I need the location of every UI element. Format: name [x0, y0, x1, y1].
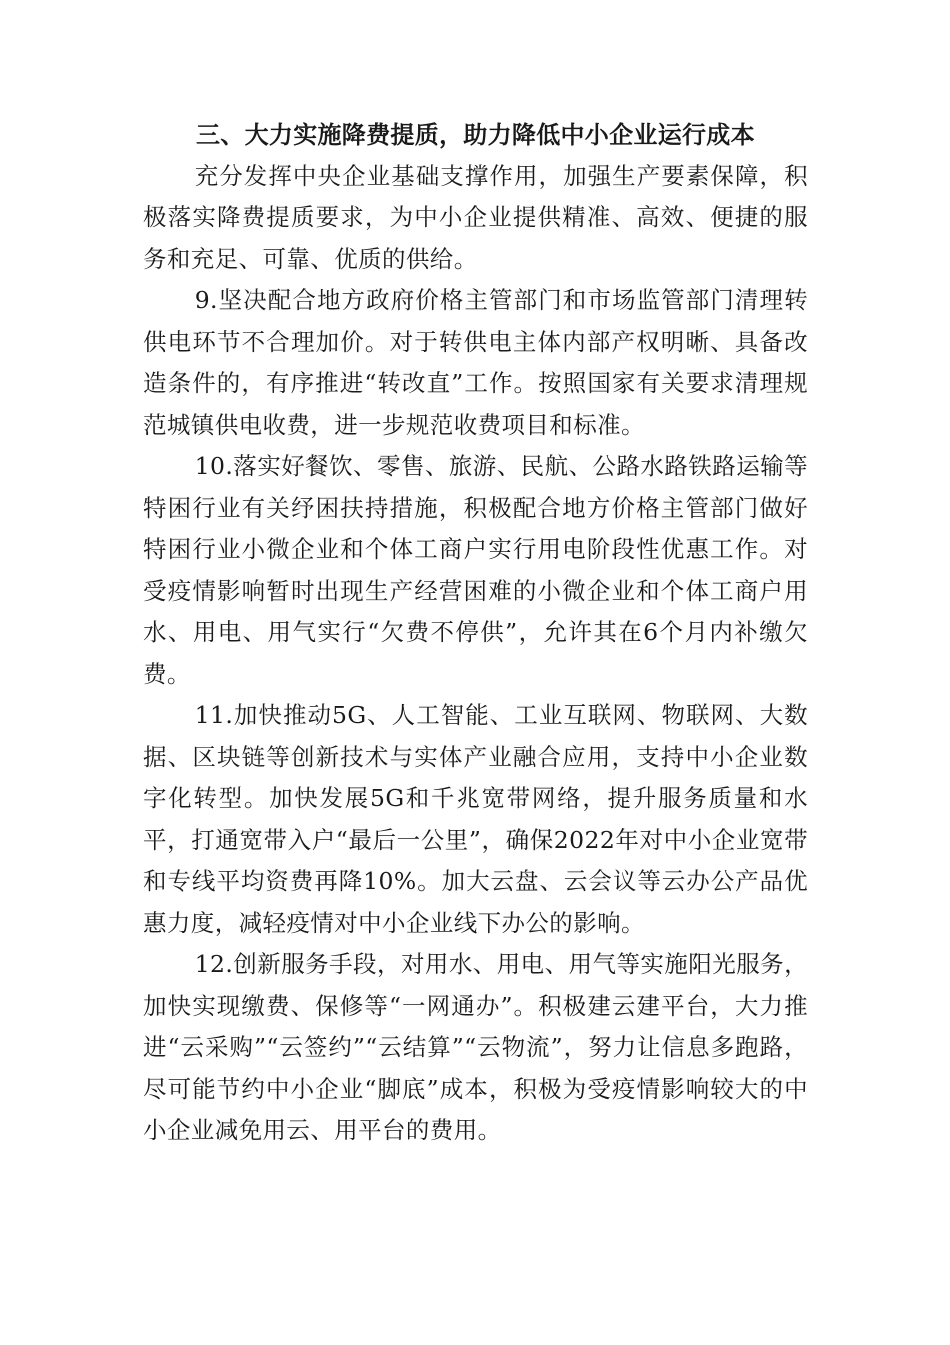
item-10-paragraph: 10.落实好餐饮、零售、旅游、民航、公路水路铁路运输等特困行业有关纾困扶持措施，积极配合地方价格主管部门做好特困行业小微企业和个体工商户实行用电阶段性优惠工作。对受疫情影响暂时出现生产经营困难的小微企业和个体工商户用水、用电、用气实行“欠费不停供”，允许其在6个月内补缴欠费。: [143, 452, 808, 688]
item-12-paragraph: 12.创新服务手段，对用水、用电、用气等实施阳光服务，加快实现缴费、保修等“一网通办”。积极建云建平台，大力推进“云采购”“云签约”“云结算”“云物流”，努力让信息多跑路，尽可能节约中小企业“脚底”成本，积极为受疫情影响较大的中小企业减免用云、用平台的费用。: [143, 950, 808, 1144]
section-heading: 三、大力实施降费提质，助力降低中小企业运行成本: [196, 120, 755, 149]
document-body: [143, 114, 808, 1152]
item-9-paragraph: 9.坚决配合地方政府价格主管部门和市场监管部门清理转供电环节不合理加价。对于转供电主体内部产权明晰、具备改造条件的，有序推进“转改直”工作。按照国家有关要求清理规范城镇供电收费，进一步规范收费项目和标准。: [143, 286, 808, 439]
item-11-paragraph: 11.加快推动5G、人工智能、工业互联网、物联网、大数据、区块链等创新技术与实体产业融合应用，支持中小企业数字化转型。加快发展5G和千兆宽带网络，提升服务质量和水平，打通宽带入户“最后一公里”，确保2022年对中小企业宽带和专线平均资费再降10%。加大云盘、云会议等云办公产品优惠力度，减轻疫情对中小企业线下办公的影响。: [143, 701, 808, 937]
intro-paragraph: 充分发挥中央企业基础支撑作用，加强生产要素保障，积极落实降费提质要求，为中小企业提供精准、高效、便捷的服务和充足、可靠、优质的供给。: [143, 161, 808, 273]
